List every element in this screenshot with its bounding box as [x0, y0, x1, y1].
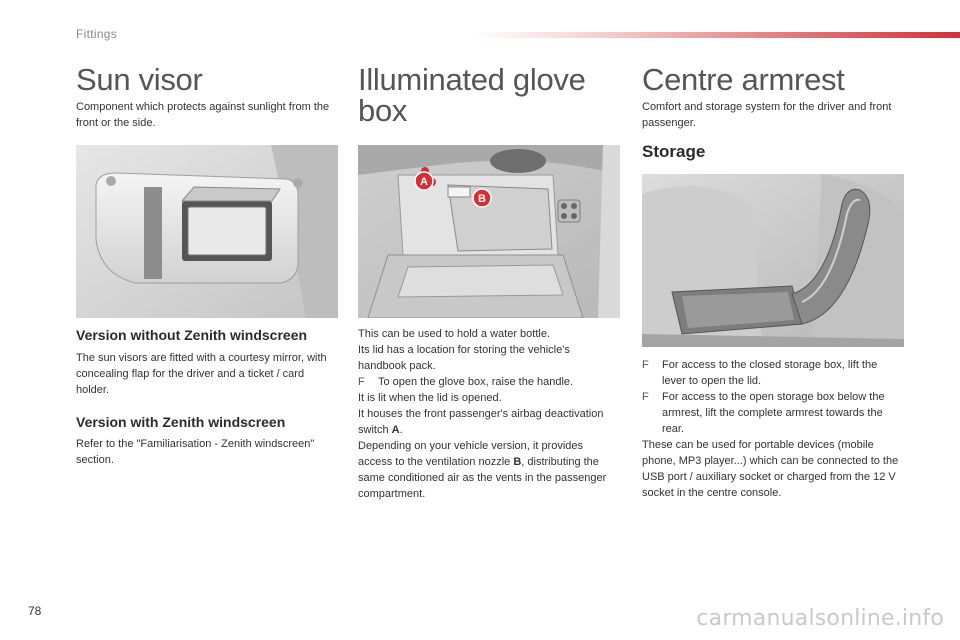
page-number: 78: [28, 604, 42, 618]
section-label: Fittings: [76, 27, 118, 41]
glove-line5: [358, 438, 620, 502]
text-without-zenith: The sun visors are fitted with a courtesy mirror, with concealing flap for the driver and a ticket / card holder.: [76, 352, 327, 396]
glove-line2: Its lid has a location for storing the vehicle's handbook pack.: [358, 344, 570, 372]
glove-box-photo: [358, 145, 620, 318]
label-a: A: [420, 176, 428, 188]
glove-line4-key: A: [391, 424, 400, 436]
glove-line5-post: , distributing the same conditioned air as the vents in the passenger compartment.: [358, 456, 607, 500]
storage-heading: Storage: [642, 142, 706, 161]
armrest-bullet2: [642, 389, 904, 437]
armrest-bullet1-text: For access to the closed storage box, lift the lever to open the lid.: [662, 359, 878, 387]
sun-visor-photo: [76, 145, 338, 318]
armrest-photo: [642, 174, 904, 347]
armrest-title: Centre armrest: [642, 62, 845, 97]
glove-line4-pre: It houses the front passenger's airbag deactivation switch: [358, 408, 604, 436]
bullet-marker: F: [642, 391, 649, 403]
glove-box-text: [358, 326, 620, 502]
glove-line4: [358, 406, 620, 438]
armrest-text: [642, 357, 904, 501]
glove-line5-key: B: [513, 456, 522, 468]
header-gradient-bar: [470, 32, 960, 38]
sun-visor-intro: Component which protects against sunlight from the front or the side.: [76, 101, 330, 129]
sun-visor-title: Sun visor: [76, 62, 203, 97]
sun-visor-section: [76, 60, 338, 131]
watermark: carmanualsonline.info: [696, 606, 944, 631]
glove-line1: This can be used to hold a water bottle.: [358, 328, 551, 340]
glove-line3: It is lit when the lid is opened.: [358, 392, 502, 404]
armrest-bullet2-text: For access to the open storage box below the armrest, lift the complete armrest towards the rear.: [662, 391, 885, 435]
armrest-bullet1: [642, 357, 904, 389]
armrest-section: [642, 60, 904, 131]
glove-line5-pre: Depending on your vehicle version, it provides access to the ventilation nozzle: [358, 440, 584, 468]
glove-box-title-line2: box: [358, 93, 408, 128]
glove-box-section: [358, 60, 620, 126]
glove-box-title: [358, 64, 620, 126]
armrest-closing: These can be used for portable devices (mobile phone, MP3 player...) which can be connected to the USB port / auxiliary socket or charged from the 12 V socket in the centre console.: [642, 439, 899, 499]
bullet-marker: F: [358, 376, 365, 388]
heading-without-zenith: Version without Zenith windscreen: [76, 327, 308, 343]
glove-box-title-line1: Illuminated glove: [358, 62, 586, 97]
heading-with-zenith: Version with Zenith windscreen: [76, 414, 286, 430]
armrest-intro: Comfort and storage system for the driver and front passenger.: [642, 101, 892, 129]
glove-line4-post: .: [399, 424, 403, 436]
text-with-zenith: Refer to the "Familiarisation - Zenith windscreen" section.: [76, 438, 315, 466]
glove-bullet1-text: To open the glove box, raise the handle.: [378, 376, 574, 388]
glove-bullet1: [358, 374, 620, 390]
label-b: B: [478, 193, 486, 205]
bullet-marker: F: [642, 359, 649, 371]
